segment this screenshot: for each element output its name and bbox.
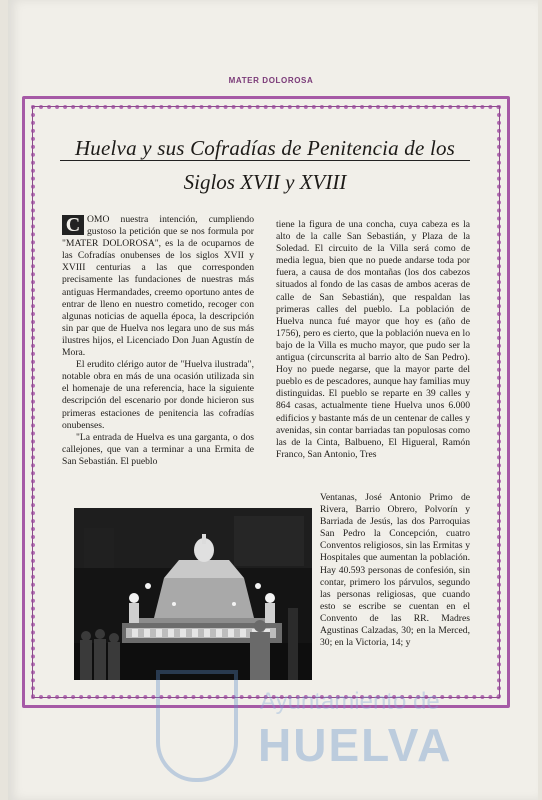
procession-photo-image — [74, 508, 312, 680]
watermark-line1: Ayuntamiento de — [260, 688, 440, 715]
article-title-line1: Huelva y sus Cofradías de Penitencia de los — [74, 136, 456, 160]
article-title-line2: Siglos XVII y XVIII — [183, 170, 347, 194]
right-column-bottom — [320, 492, 470, 649]
left-column — [62, 214, 254, 468]
drop-cap: C — [62, 215, 84, 235]
right-column-top — [276, 219, 470, 461]
title-underline — [60, 160, 470, 161]
running-header: MATER DOLOROSA — [228, 76, 314, 85]
paragraph: Ventanas, José Antonio Primo de Rivera, Barrio Obrero, Polvorín y Barriada de Jesús, las dos Parroquias San Pedro la Concepción, cuatro Conventos religiosos, sin las Ermitas y Hospitales que aumentan la población. Hay 40.593 personas de confesión, sin contar, primero los párvulos, segundo las personas religiosas, que cuando esto se escribe se cuentan en el Convento de las RR. Madres Agustinas Calzadas, 30; en la Merced, 30; en la Victoria, 14; y — [320, 492, 470, 649]
paragraph: tiene la figura de una concha, cuya cabeza es la alto de la calle San Sebastián, y Plaza de la Soledad. El circuito de la Villa será como de media legua, bien que no puede andarse toda por fuera, a causa de dos montañas (los dos cabezos situados al fondo de las casas de ambos aceras de calle de San Sebastián), que respaldan las primeras calles del pueblo. La población de Huelva nunca fué mayor que hoy es (año de 1756), pero es cierto, que la población nueva en lo bajo de la Villa es mucho mayor, que pudo ser la antigua (circunscrita al barrio alto de San Pedro). Hoy no puede negarse, que la mayor parte del pueblo es de pescadores, aunque hay familias muy distinguidas. El pueblo se reparte en 39 calles y 864 casas, actualmente tiene Huelva unos 6.000 edificios y bastante más de un centenar de calles y avenidas, sin contar barriadas tan populosas como las de la Cinta, Balbueno, El Higueral, Ramón Franco, San Antonio, Tres — [276, 219, 470, 460]
paragraph — [62, 214, 254, 359]
procession-photo — [74, 508, 312, 680]
paragraph: "La entrada de Huelva es una garganta, o dos callejones, que van a terminar a una Ermita de San Sebastián. El pueblo — [62, 431, 254, 467]
paragraph: El erudito clérigo autor de "Huelva ilustrada", notable obra en más de una ocasión utilizada sin el homenaje de una referencia, hace la siguiente descripción del escenario por donde hicieron sus primeras estaciones de penitencia las cofradías onubenses. — [62, 359, 254, 431]
watermark-line2: HUELVA — [258, 719, 453, 771]
paragraph-text: OMO nuestra intención, cumpliendo gustoso la petición que se nos formula por "MATER DOLOROSA", es la de ocuparnos de las Cofradías onubenses de los siglos XVII y XVIII centurias a las que corresponden precisamente las fundaciones de nuestras más antiguas Hermandades, creemo oportuno antes de entrar de lleno en nuestro cometido, recoger con algunas noticias de aquella época, la descripción sin par que de Huelva nos legara uno de sus más ilustres hijos, el Licenciado Don Juan Agustín de Mora. — [62, 214, 254, 359]
